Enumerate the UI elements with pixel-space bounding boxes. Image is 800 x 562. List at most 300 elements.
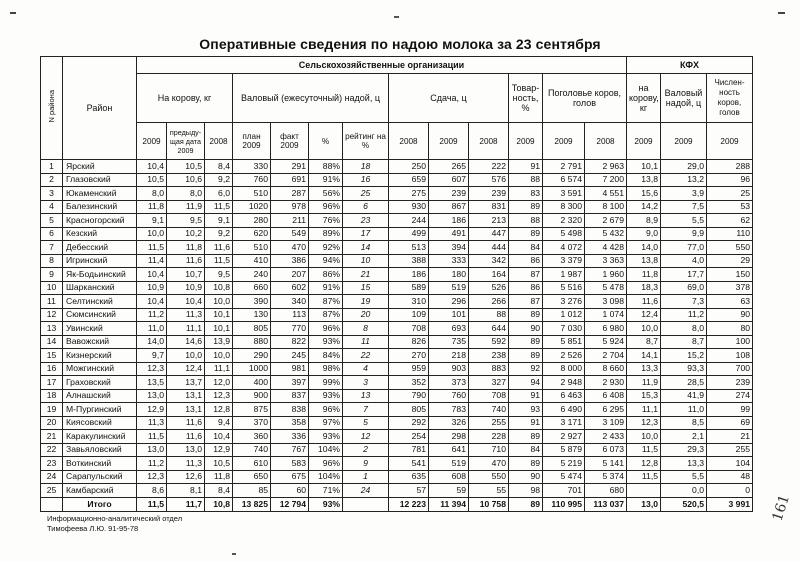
cell-n: 2	[41, 173, 63, 187]
cell-k: 84	[509, 241, 543, 255]
col-year: 2009	[661, 123, 707, 160]
cell-f: 96%	[309, 322, 343, 336]
cell-o	[627, 484, 661, 498]
cell-m: 5 478	[585, 281, 627, 295]
cell-k: 91	[509, 160, 543, 174]
cell-l: 5 851	[543, 335, 585, 349]
cell-i: 394	[429, 241, 469, 255]
cell-n: 24	[41, 470, 63, 484]
cell-i: 296	[429, 295, 469, 309]
cell-p: 2,1	[661, 430, 707, 444]
total-a: 11,5	[137, 497, 167, 511]
cell-h: 513	[389, 241, 429, 255]
cell-l: 1 987	[543, 268, 585, 282]
cell-m: 8 660	[585, 362, 627, 376]
group-kfh: КФХ	[627, 57, 753, 74]
cell-o: 11,9	[627, 376, 661, 390]
cell-o: 10,0	[627, 322, 661, 336]
cell-e: 978	[271, 200, 309, 214]
cell-b: 11,3	[167, 457, 205, 471]
cell-k: 90	[509, 322, 543, 336]
cell-g: 2	[343, 443, 389, 457]
cell-q: 378	[707, 281, 753, 295]
cell-q: 274	[707, 389, 753, 403]
cell-f: 104%	[309, 443, 343, 457]
cell-k: 98	[509, 484, 543, 498]
col-year: 2008	[469, 123, 509, 160]
cell-i: 218	[429, 349, 469, 363]
cell-j: 444	[469, 241, 509, 255]
cell-p: 8,0	[661, 322, 707, 336]
cell-i: 265	[429, 160, 469, 174]
cell-i: 373	[429, 376, 469, 390]
cell-p: 77,0	[661, 241, 707, 255]
cell-f: 87%	[309, 308, 343, 322]
col-plan: план 2009	[233, 123, 271, 160]
cell-l: 5 474	[543, 470, 585, 484]
cell-i: 519	[429, 281, 469, 295]
col-year: 2009	[707, 123, 753, 160]
cell-q: 104	[707, 457, 753, 471]
cell-f: 91%	[309, 173, 343, 187]
cell-m: 6 980	[585, 322, 627, 336]
cell-c: 9,5	[205, 268, 233, 282]
cell-c: 12,3	[205, 389, 233, 403]
col-year: 2008	[205, 123, 233, 160]
cell-n: 3	[41, 187, 63, 201]
cell-o: 10,0	[627, 430, 661, 444]
cell-q: 110	[707, 227, 753, 241]
cell-j: 239	[469, 187, 509, 201]
cell-e: 838	[271, 403, 309, 417]
cell-j: 883	[469, 362, 509, 376]
group-agri-orgs: Сельскохозяйственные организации	[137, 57, 627, 74]
cell-g: 22	[343, 349, 389, 363]
cell-c: 11,6	[205, 241, 233, 255]
total-h: 12 223	[389, 497, 429, 511]
cell-j: 88	[469, 308, 509, 322]
cell-g: 5	[343, 416, 389, 430]
cell-m: 7 200	[585, 173, 627, 187]
cell-name: Балезинский	[63, 200, 137, 214]
cell-a: 10,4	[137, 295, 167, 309]
cell-g: 7	[343, 403, 389, 417]
cell-p: 7,3	[661, 295, 707, 309]
cell-e: 602	[271, 281, 309, 295]
cell-m: 8 100	[585, 200, 627, 214]
cell-b: 9,5	[167, 214, 205, 228]
cell-p: 69,0	[661, 281, 707, 295]
cell-m: 6 073	[585, 443, 627, 457]
cell-b: 10,5	[167, 160, 205, 174]
total-p: 520,5	[661, 497, 707, 511]
table-row	[41, 457, 753, 471]
cell-c: 8,4	[205, 484, 233, 498]
cell-d: 390	[233, 295, 271, 309]
cell-i: 101	[429, 308, 469, 322]
cell-b: 11,6	[167, 416, 205, 430]
cell-l: 7 030	[543, 322, 585, 336]
cell-e: 583	[271, 457, 309, 471]
col-rating: рейтинг на %	[343, 123, 389, 160]
total-m: 113 037	[585, 497, 627, 511]
cell-l: 8 000	[543, 362, 585, 376]
cell-d: 740	[233, 443, 271, 457]
cell-d: 280	[233, 214, 271, 228]
cell-k: 94	[509, 376, 543, 390]
cell-n: 11	[41, 295, 63, 309]
cell-h: 805	[389, 403, 429, 417]
cell-j: 470	[469, 457, 509, 471]
cell-name: Сарапульский	[63, 470, 137, 484]
cell-n	[41, 497, 63, 511]
cell-a: 12,9	[137, 403, 167, 417]
cell-e: 60	[271, 484, 309, 498]
cell-c: 10,1	[205, 322, 233, 336]
cell-j: 238	[469, 349, 509, 363]
col-district-no: N района	[41, 57, 63, 160]
cell-e: 822	[271, 335, 309, 349]
cell-n: 4	[41, 200, 63, 214]
cell-n: 8	[41, 254, 63, 268]
table-row	[41, 187, 753, 201]
cell-m: 6 408	[585, 389, 627, 403]
cell-b: 11,3	[167, 308, 205, 322]
col-kfh-per-cow: на корову, кг	[627, 74, 661, 123]
cell-f: 98%	[309, 362, 343, 376]
cell-a: 11,4	[137, 254, 167, 268]
cell-e: 675	[271, 470, 309, 484]
cell-i: 333	[429, 254, 469, 268]
cell-h: 499	[389, 227, 429, 241]
scan-mark	[394, 16, 399, 18]
total-d: 13 825	[233, 497, 271, 511]
cell-n: 5	[41, 214, 63, 228]
cell-a: 10,4	[137, 268, 167, 282]
cell-c: 10,5	[205, 457, 233, 471]
cell-k: 89	[509, 335, 543, 349]
total-g	[343, 497, 389, 511]
cell-h: 270	[389, 349, 429, 363]
cell-i: 693	[429, 322, 469, 336]
cell-g: 8	[343, 322, 389, 336]
cell-m: 5 924	[585, 335, 627, 349]
cell-m: 2 963	[585, 160, 627, 174]
table-row	[41, 268, 753, 282]
cell-o: 13,3	[627, 362, 661, 376]
cell-j: 342	[469, 254, 509, 268]
cell-n: 6	[41, 227, 63, 241]
col-fact: факт 2009	[271, 123, 309, 160]
cell-f: 93%	[309, 389, 343, 403]
cell-i: 607	[429, 173, 469, 187]
cell-l: 2 791	[543, 160, 585, 174]
cell-g: 14	[343, 241, 389, 255]
cell-k: 89	[509, 430, 543, 444]
cell-d: 875	[233, 403, 271, 417]
cell-l: 2 320	[543, 214, 585, 228]
cell-q: 0	[707, 484, 753, 498]
cell-g: 3	[343, 376, 389, 390]
cell-k: 91	[509, 389, 543, 403]
cell-k: 93	[509, 403, 543, 417]
cell-k: 88	[509, 214, 543, 228]
cell-j: 644	[469, 322, 509, 336]
cell-n: 23	[41, 457, 63, 471]
cell-q: 108	[707, 349, 753, 363]
cell-e: 386	[271, 254, 309, 268]
cell-p: 8,7	[661, 335, 707, 349]
cell-name: Воткинский	[63, 457, 137, 471]
cell-k: 83	[509, 187, 543, 201]
cell-a: 11,5	[137, 430, 167, 444]
cell-a: 9,7	[137, 349, 167, 363]
cell-q: 288	[707, 160, 753, 174]
cell-name: М-Пургинский	[63, 403, 137, 417]
cell-name: Камбарский	[63, 484, 137, 498]
footer-contact: Тимофеева Л.Ю. 91-95-78	[47, 524, 139, 533]
cell-o: 11,6	[627, 295, 661, 309]
col-headcount: Поголовье коров, голов	[543, 74, 627, 123]
cell-n: 22	[41, 443, 63, 457]
cell-a: 13,0	[137, 389, 167, 403]
cell-d: 85	[233, 484, 271, 498]
cell-q: 100	[707, 335, 753, 349]
cell-c: 10,8	[205, 281, 233, 295]
cell-o: 18,3	[627, 281, 661, 295]
cell-a: 8,0	[137, 187, 167, 201]
cell-l: 2 927	[543, 430, 585, 444]
table-row	[41, 295, 753, 309]
cell-h: 352	[389, 376, 429, 390]
cell-a: 9,1	[137, 214, 167, 228]
cell-d: 240	[233, 268, 271, 282]
cell-b: 10,7	[167, 268, 205, 282]
cell-g: 1	[343, 470, 389, 484]
cell-l: 3 379	[543, 254, 585, 268]
cell-n: 21	[41, 430, 63, 444]
cell-k: 88	[509, 173, 543, 187]
table-row	[41, 335, 753, 349]
cell-g: 25	[343, 187, 389, 201]
cell-h: 541	[389, 457, 429, 471]
cell-name: Красногорский	[63, 214, 137, 228]
cell-m: 2 704	[585, 349, 627, 363]
cell-h: 826	[389, 335, 429, 349]
cell-name: Ярский	[63, 160, 137, 174]
cell-h: 388	[389, 254, 429, 268]
table-row	[41, 308, 753, 322]
table-total-row	[41, 497, 753, 511]
cell-q: 29	[707, 254, 753, 268]
cell-o: 11,5	[627, 470, 661, 484]
handwritten-page-number: 161	[769, 492, 794, 524]
cell-p: 13,3	[661, 457, 707, 471]
cell-c: 9,2	[205, 227, 233, 241]
cell-o: 12,3	[627, 416, 661, 430]
col-year: 2009	[137, 123, 167, 160]
cell-c: 11,1	[205, 362, 233, 376]
cell-a: 11,3	[137, 416, 167, 430]
cell-q: 96	[707, 173, 753, 187]
cell-d: 510	[233, 187, 271, 201]
cell-q: 25	[707, 187, 753, 201]
cell-l: 3 276	[543, 295, 585, 309]
cell-b: 11,6	[167, 254, 205, 268]
cell-b: 8,1	[167, 484, 205, 498]
cell-m: 5 374	[585, 470, 627, 484]
cell-i: 180	[429, 268, 469, 282]
col-year: 2009	[627, 123, 661, 160]
cell-d: 880	[233, 335, 271, 349]
cell-o: 14,1	[627, 349, 661, 363]
cell-a: 14,0	[137, 335, 167, 349]
cell-k: 87	[509, 295, 543, 309]
cell-e: 691	[271, 173, 309, 187]
cell-d: 370	[233, 416, 271, 430]
cell-k: 89	[509, 308, 543, 322]
cell-l: 6 463	[543, 389, 585, 403]
cell-l: 8 300	[543, 200, 585, 214]
cell-h: 635	[389, 470, 429, 484]
cell-name: Як-Бодьинский	[63, 268, 137, 282]
cell-l: 6 490	[543, 403, 585, 417]
cell-p: 17,7	[661, 268, 707, 282]
table-row	[41, 416, 753, 430]
cell-n: 20	[41, 416, 63, 430]
cell-g: 20	[343, 308, 389, 322]
cell-e: 470	[271, 241, 309, 255]
cell-b: 10,0	[167, 349, 205, 363]
cell-q: 48	[707, 470, 753, 484]
cell-i: 760	[429, 389, 469, 403]
cell-k: 89	[509, 200, 543, 214]
cell-f: 76%	[309, 214, 343, 228]
cell-o: 15,6	[627, 187, 661, 201]
cell-e: 291	[271, 160, 309, 174]
table-row	[41, 173, 753, 187]
cell-g: 18	[343, 160, 389, 174]
cell-d: 620	[233, 227, 271, 241]
cell-l: 3 591	[543, 187, 585, 201]
cell-g: 16	[343, 173, 389, 187]
cell-j: 710	[469, 443, 509, 457]
cell-b: 8,0	[167, 187, 205, 201]
cell-q: 255	[707, 443, 753, 457]
cell-i: 519	[429, 457, 469, 471]
cell-q: 80	[707, 322, 753, 336]
cell-l: 3 171	[543, 416, 585, 430]
table-row	[41, 227, 753, 241]
total-e: 12 794	[271, 497, 309, 511]
cell-e: 981	[271, 362, 309, 376]
cell-f: 91%	[309, 281, 343, 295]
cell-name: Можгинский	[63, 362, 137, 376]
cell-c: 11,8	[205, 470, 233, 484]
table-row	[41, 403, 753, 417]
cell-f: 96%	[309, 403, 343, 417]
cell-e: 767	[271, 443, 309, 457]
cell-e: 336	[271, 430, 309, 444]
cell-b: 12,4	[167, 362, 205, 376]
cell-i: 326	[429, 416, 469, 430]
cell-m: 2 930	[585, 376, 627, 390]
cell-a: 11,2	[137, 457, 167, 471]
table-row	[41, 160, 753, 174]
scan-mark	[778, 12, 785, 14]
cell-p: 28,5	[661, 376, 707, 390]
cell-b: 10,6	[167, 173, 205, 187]
cell-h: 250	[389, 160, 429, 174]
cell-name: Шарканский	[63, 281, 137, 295]
cell-f: 96%	[309, 200, 343, 214]
cell-l: 5 219	[543, 457, 585, 471]
cell-g: 4	[343, 362, 389, 376]
col-kfh-gross: Валовый надой, ц	[661, 74, 707, 123]
table-body	[41, 160, 753, 512]
cell-k: 84	[509, 443, 543, 457]
total-f: 93%	[309, 497, 343, 511]
cell-g: 15	[343, 281, 389, 295]
cell-f: 99%	[309, 376, 343, 390]
cell-q: 99	[707, 403, 753, 417]
cell-a: 12,3	[137, 470, 167, 484]
col-year: 2008	[389, 123, 429, 160]
cell-l: 6 574	[543, 173, 585, 187]
table-row	[41, 389, 753, 403]
cell-f: 84%	[309, 349, 343, 363]
cell-k: 87	[509, 268, 543, 282]
cell-f: 92%	[309, 241, 343, 255]
cell-p: 15,2	[661, 349, 707, 363]
cell-c: 11,5	[205, 254, 233, 268]
cell-g: 11	[343, 335, 389, 349]
cell-e: 340	[271, 295, 309, 309]
col-delivery: Сдача, ц	[389, 74, 509, 123]
cell-q: 700	[707, 362, 753, 376]
cell-n: 16	[41, 362, 63, 376]
cell-a: 10,0	[137, 227, 167, 241]
cell-c: 12,9	[205, 443, 233, 457]
cell-h: 275	[389, 187, 429, 201]
cell-q: 150	[707, 268, 753, 282]
cell-name: Кизнерский	[63, 349, 137, 363]
cell-d: 510	[233, 241, 271, 255]
cell-c: 12,8	[205, 403, 233, 417]
cell-h: 292	[389, 416, 429, 430]
cell-p: 11,2	[661, 308, 707, 322]
cell-name: Каракулинский	[63, 430, 137, 444]
cell-j: 592	[469, 335, 509, 349]
cell-b: 12,6	[167, 470, 205, 484]
cell-i: 608	[429, 470, 469, 484]
cell-p: 5,5	[661, 214, 707, 228]
cell-j: 164	[469, 268, 509, 282]
table-row	[41, 254, 753, 268]
cell-d: 330	[233, 160, 271, 174]
cell-l: 5 879	[543, 443, 585, 457]
cell-b: 13,7	[167, 376, 205, 390]
cell-d: 290	[233, 349, 271, 363]
cell-h: 930	[389, 200, 429, 214]
cell-a: 10,5	[137, 173, 167, 187]
cell-a: 11,2	[137, 308, 167, 322]
cell-h: 589	[389, 281, 429, 295]
cell-h: 959	[389, 362, 429, 376]
cell-c: 10,0	[205, 295, 233, 309]
cell-b: 10,2	[167, 227, 205, 241]
cell-d: 660	[233, 281, 271, 295]
